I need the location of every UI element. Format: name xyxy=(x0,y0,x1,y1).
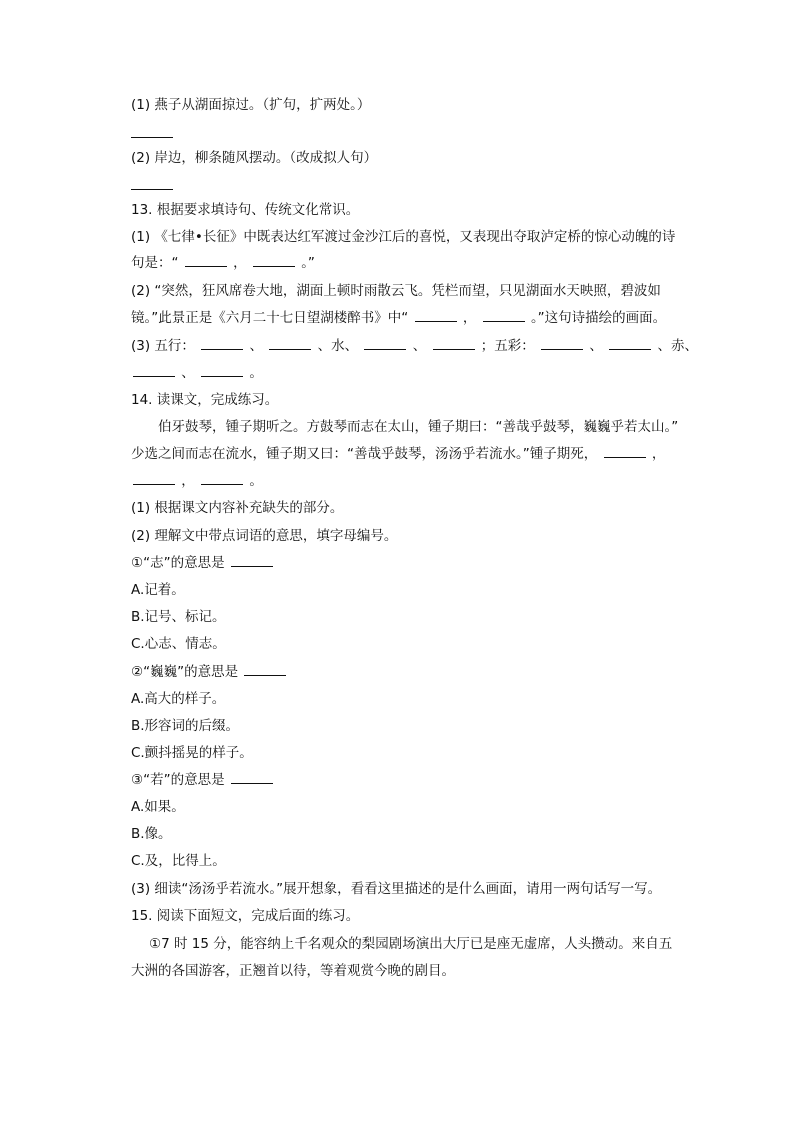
option-b: B.形容词的后缀。 xyxy=(131,718,240,734)
fill-blank[interactable] xyxy=(201,337,243,350)
fill-blank[interactable] xyxy=(133,472,175,485)
q14-passage-line3: ， 。 xyxy=(131,472,263,490)
answer-line[interactable] xyxy=(131,125,173,143)
q13-sub3-line2: 、 。 xyxy=(131,364,263,382)
fill-blank[interactable] xyxy=(185,254,227,267)
option-b: B.记号、标记。 xyxy=(131,609,226,625)
q15-title: 15. 阅读下面短文，完成后面的练习。 xyxy=(131,908,360,924)
fill-blank[interactable] xyxy=(541,337,583,350)
q12-sub1: (1) 燕子从湖面掠过。（扩句，扩两处。） xyxy=(131,97,371,113)
option-c: C.心志、情志。 xyxy=(131,636,226,652)
answer-line[interactable] xyxy=(131,177,173,195)
q15-passage-line1: ①7 时 15 分，能容纳上千名观众的梨园剧场演出大厅已是座无虚席，人头攒动。来自五 xyxy=(149,936,673,952)
q14-passage-line2: 少选之间而志在流水，锺子期又曰：“善哉乎鼓琴，汤汤乎若流水。”锺子期死， ， xyxy=(131,446,666,462)
fill-blank[interactable] xyxy=(364,337,406,350)
option-b: B.像。 xyxy=(131,826,172,842)
fill-blank[interactable] xyxy=(244,663,286,676)
option-a: A.记着。 xyxy=(131,582,185,598)
option-c: C.及，比得上。 xyxy=(131,853,226,869)
q13-sub2-line2: 镜。”此景正是《六月二十七日望湖楼醉书》中“ ， 。”这句诗描绘的画面。 xyxy=(131,310,667,326)
fill-blank[interactable] xyxy=(253,254,295,267)
q14-sub3: (3) 细读“汤汤乎若流水。”展开想象，看看这里描述的是什么画面，请用一两句话写一写。 xyxy=(131,881,662,897)
fill-blank[interactable] xyxy=(415,309,457,322)
fill-blank[interactable] xyxy=(201,472,243,485)
fill-blank[interactable] xyxy=(231,771,273,784)
q14-passage-line1: 伯牙鼓琴，锺子期听之。方鼓琴而志在太山，锺子期曰：“善哉乎鼓琴，巍巍乎若太山。” xyxy=(158,419,679,435)
fill-blank[interactable] xyxy=(231,554,273,567)
q15-passage-line2: 大洲的各国游客，正翘首以待，等着观赏今晚的剧目。 xyxy=(131,963,455,979)
q14-question-ruo: ③“若”的意思是 xyxy=(131,771,275,789)
fill-blank[interactable] xyxy=(269,337,311,350)
fill-blank[interactable] xyxy=(433,337,475,350)
fill-blank[interactable] xyxy=(201,364,243,377)
q13-sub3-line1: (3) 五行： 、 、水、 、 ；五彩： 、 、赤、 xyxy=(131,338,698,354)
option-a: A.如果。 xyxy=(131,799,185,815)
fill-blank[interactable] xyxy=(133,364,175,377)
fill-blank[interactable] xyxy=(604,445,646,458)
q13-title: 13. 根据要求填诗句、传统文化常识。 xyxy=(131,202,360,218)
q14-question-weiwei: ②“巍巍”的意思是 xyxy=(131,663,288,681)
q13-sub2-line1: (2) “突然，狂风席卷大地，湖面上顿时雨散云飞。凭栏而望，只见湖面水天映照，碧波如 xyxy=(131,283,661,299)
fill-blank[interactable] xyxy=(483,309,525,322)
q13-sub1-line2: 句是：“ ， 。” xyxy=(131,255,315,271)
q14-question-zhi: ①“志”的意思是 xyxy=(131,554,275,572)
fill-blank[interactable] xyxy=(609,337,651,350)
q12-sub2: (2) 岸边，柳条随风摆动。（改成拟人句） xyxy=(131,150,378,166)
q14-sub2: (2) 理解文中带点词语的意思，填字母编号。 xyxy=(131,528,398,544)
q13-sub1-line1: (1) 《七律•长征》中既表达红军渡过金沙江后的喜悦，又表现出夺取泸定桥的惊心动魄的诗 xyxy=(131,229,676,245)
q14-title: 14. 读课文，完成练习。 xyxy=(131,392,279,408)
q14-sub1: (1) 根据课文内容补充缺失的部分。 xyxy=(131,500,344,516)
option-a: A.高大的样子。 xyxy=(131,691,226,707)
option-c: C.颤抖摇晃的样子。 xyxy=(131,745,253,761)
